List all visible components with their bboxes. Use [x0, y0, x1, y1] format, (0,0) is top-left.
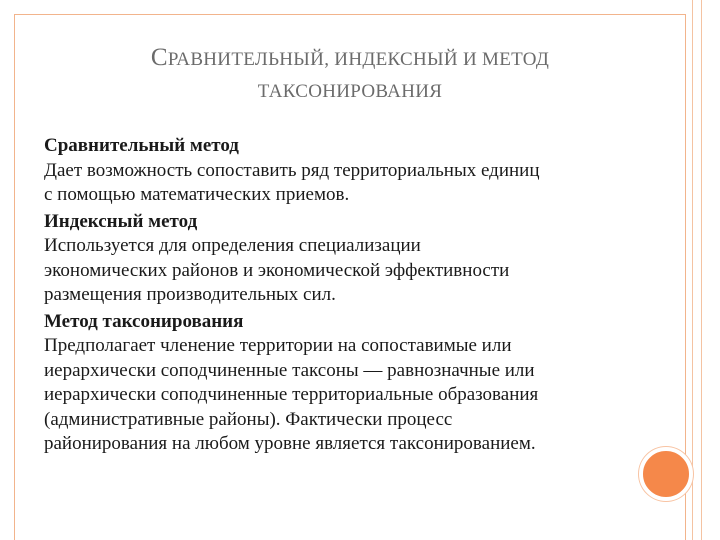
- section-text-line: Предполагает членение территории на сопоставимые или: [44, 335, 512, 356]
- slide-title: [60, 42, 640, 108]
- section-text-line: иерархически соподчиненные таксоны — равнозначные или: [44, 359, 535, 381]
- section-text-line: размещения производительных сил.: [44, 284, 336, 305]
- section-text-line: иерархически соподчиненные территориальные образования: [44, 384, 539, 405]
- section-text-line: с помощью математических приемов.: [44, 184, 350, 205]
- section-heading-taxonomy: Метод таксонирования: [44, 310, 244, 332]
- section-heading-index: Индексный метод: [44, 210, 198, 232]
- title-line-1-text: РАВНИТЕЛЬНЫЙ, ИНДЕКСНЫЙ И МЕТОД: [167, 49, 550, 70]
- section-heading-comparative: Сравнительный метод: [44, 135, 239, 156]
- section-text-line: (административные районы). Фактически процесс: [44, 408, 453, 430]
- decorative-side-strip: [692, 0, 702, 540]
- slide-content: [44, 134, 664, 457]
- title-line-2: ТАКСОНИРОВАНИЯ: [257, 81, 443, 102]
- section-text-line: Дает возможность сопоставить ряд территориальных единиц: [44, 159, 540, 181]
- section-text-line: экономических районов и экономической эффективности: [44, 259, 510, 281]
- section-text-line: Используется для определения специализации: [44, 235, 421, 256]
- title-line-1: [60, 42, 640, 76]
- decorative-circle-icon: [639, 447, 693, 501]
- title-initial: С: [150, 44, 168, 71]
- section-text-line: районирования на любом уровне является таксонированием.: [44, 433, 536, 454]
